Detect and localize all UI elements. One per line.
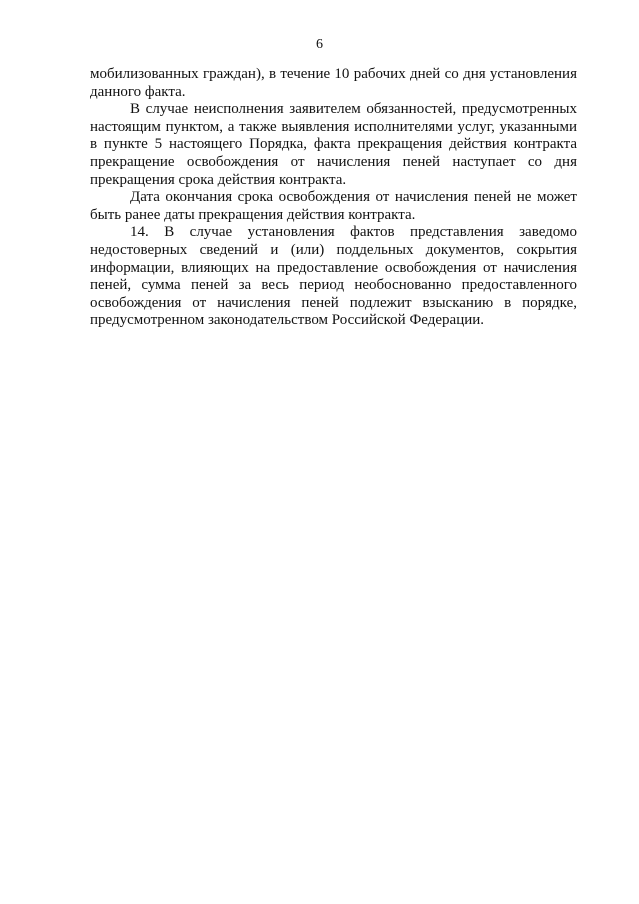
paragraph-clause-14: 14. В случае установления фактов представления заведомо недостоверных сведений и (или) поддельных документов, сокрытия информации, влияющих на предоставление освобождения от начисления пеней, сумма пеней за весь период необоснованно предоставленного освобождения от начисления пеней подлежит взысканию в порядке, предусмотренном законодательством Российской Федерации. <box>90 224 577 329</box>
paragraph-end-date: Дата окончания срока освобождения от начисления пеней не может быть ранее даты прекращения действия контракта. <box>90 189 577 223</box>
document-body <box>90 66 577 330</box>
paragraph-non-fulfillment: В случае неисполнения заявителем обязанностей, предусмотренных настоящим пунктом, а также выявления исполнителями услуг, указанными в пункте 5 настоящего Порядка, факта прекращения действия контракта прекращение освобождения от начисления пеней наступает со дня прекращения срока действия контракта. <box>90 101 577 188</box>
paragraph-continuation: мобилизованных граждан), в течение 10 рабочих дней со дня установления данного факта. <box>90 66 577 100</box>
page-number: 6 <box>316 37 323 52</box>
